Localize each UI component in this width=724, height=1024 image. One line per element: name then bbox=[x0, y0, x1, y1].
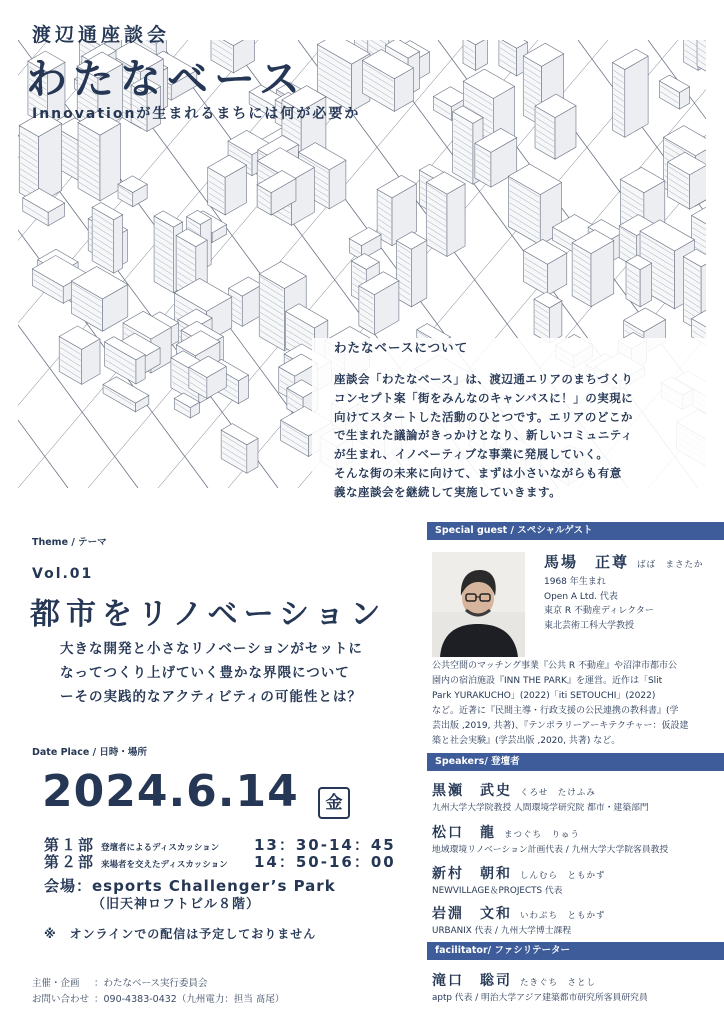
bio-line: 公共空間のマッチング事業『公共 R 不動産』や沼津市都市公 bbox=[432, 661, 677, 671]
profile-line: 東京 R 不動産ディレクター bbox=[544, 606, 654, 616]
lead-line: なってつくり上げていく豊かな界隈について bbox=[60, 665, 350, 681]
about-line: そんな街の未来に向けて、まずは小さいながらも有意 bbox=[334, 465, 622, 480]
session-time: 14：50‐16：00 bbox=[254, 853, 396, 871]
bio-line: Park YURAKUCHO」(2022)「iti SETOUCHI」(2022) bbox=[432, 691, 656, 701]
speaker-kana: いわぶち ともかず bbox=[520, 911, 606, 921]
speaker-name-text: 岩淵 文和 bbox=[432, 906, 512, 922]
guest-bio bbox=[432, 659, 714, 749]
speaker-affiliation: NEWVILLAGE＆PROJECTS 代表 bbox=[432, 886, 563, 896]
contact-key: お問い合わせ bbox=[32, 994, 90, 1005]
speaker-name bbox=[432, 780, 596, 800]
guest-name-text: 馬場 正尊 bbox=[544, 553, 630, 571]
speaker-name-text: 黒瀬 武史 bbox=[432, 783, 512, 799]
facilitator-name bbox=[432, 970, 596, 990]
contact-value: ：090-4383-0432（九州電力：担当 髙尾） bbox=[94, 994, 285, 1005]
lead-line: ーその実践的なアクティビティの可能性とは？ bbox=[60, 689, 362, 705]
theme-label: Theme / テーマ bbox=[32, 537, 107, 548]
speaker-name-text: 新村 朝和 bbox=[432, 866, 512, 882]
venue-sub: （旧天神ロフトビル８階） bbox=[92, 897, 261, 912]
speaker-name bbox=[432, 863, 606, 883]
guest-kana: ばば まさたか bbox=[637, 560, 704, 570]
session-desc: 来場者を交えたディスカッション bbox=[101, 860, 228, 870]
theme-title: 都市をリノベーション bbox=[30, 597, 387, 632]
about-line: 義な座談会を継続して実施していきます。 bbox=[334, 484, 562, 499]
date-place-label: Date Place / 日時・場所 bbox=[32, 747, 147, 758]
about-line: 座談会「わたなベース」は、渡辺通エリアのまちづくり bbox=[334, 372, 634, 386]
profile-line: 東北芸術工科大学教授 bbox=[544, 620, 635, 631]
brand-title: わたなベース bbox=[26, 55, 306, 103]
bio-line: など。近著に『民間主導・行政支援の公民連携の教科書』(学 bbox=[432, 706, 679, 716]
organizer-line bbox=[32, 975, 208, 989]
about-line: 向けてスタートした活動のひとつです。エリアのどこか bbox=[334, 409, 633, 424]
series-title: 渡辺通座談会 bbox=[32, 24, 171, 46]
venue: 会場：esports Challenger’s Park bbox=[44, 877, 336, 895]
session-part: 第２部 bbox=[44, 853, 96, 871]
facilitator-name-text: 滝口 聡司 bbox=[432, 973, 512, 989]
about-line: で生まれた議論がきっかけとなり、新しいコミュニティ bbox=[334, 428, 633, 443]
tagline: Innovationが生まれるまちには何が必要か bbox=[32, 106, 361, 122]
session-desc: 登壇者によるディスカッション bbox=[101, 843, 220, 853]
speaker-name bbox=[432, 822, 580, 842]
about-text bbox=[334, 370, 724, 502]
speaker-kana: しんむら ともかず bbox=[520, 871, 606, 881]
speaker-affiliation: 地域環境リノベーション計画代表 / 九州大学大学院客員教授 bbox=[432, 845, 669, 855]
speaker-name bbox=[432, 903, 606, 923]
bio-line: 園内の宿泊施設『INN THE PARK』を運営。近作は「Slit bbox=[432, 676, 663, 686]
session-part: 第１部 bbox=[44, 836, 96, 854]
online-notice: ※ オンラインでの配信は予定しておりません bbox=[44, 927, 317, 941]
speaker-kana: まつぐち りゅう bbox=[504, 830, 581, 840]
bio-line: 築と社会実験』(学芸出版 ,2020, 共著) など。 bbox=[432, 736, 621, 746]
session-time: 13：30‐14：45 bbox=[254, 836, 396, 854]
facilitator-kana: たきぐち さとし bbox=[520, 978, 597, 988]
facilitator-affiliation: aptp 代表 / 明治大学アジア建築都市研究所客員研究員 bbox=[432, 993, 648, 1003]
volume-label: Vol.01 bbox=[32, 566, 94, 582]
organizer-key: 主催・企画 bbox=[32, 978, 80, 989]
organizer-value: ：わたなベース実行委員会 bbox=[94, 978, 208, 989]
profile-line: Open A Ltd. 代表 bbox=[544, 591, 618, 602]
about-line: コンセプト案「街をみんなのキャンバスに！」の実現に bbox=[334, 390, 634, 405]
contact-line bbox=[32, 991, 284, 1005]
theme-lead bbox=[60, 637, 400, 709]
about-line: が生まれ、イノベーティブな事業に発展していく。 bbox=[334, 447, 609, 462]
facilitator-bar: facilitator/ ファシリテーター bbox=[427, 942, 724, 960]
guest-name bbox=[544, 551, 704, 572]
guest-photo bbox=[432, 552, 525, 657]
event-date: 2024.6.14 bbox=[42, 766, 299, 817]
profile-line: 1968 年生まれ bbox=[544, 577, 606, 587]
special-guest-bar: Special guest / スペシャルゲスト bbox=[427, 522, 724, 540]
session-2 bbox=[44, 851, 396, 872]
speaker-affiliation: URBANIX 代表 / 九州大学博士課程 bbox=[432, 926, 572, 936]
about-heading: わたなベースについて bbox=[334, 340, 469, 355]
speaker-kana: くろせ たけふみ bbox=[520, 788, 596, 798]
lead-line: 大きな開発と小さなリノベーションがセットに bbox=[60, 641, 363, 657]
guest-profile bbox=[544, 575, 654, 633]
about-box bbox=[312, 338, 724, 504]
day-of-week-badge: 金 bbox=[318, 787, 350, 819]
bio-line: 芸出版 ,2019, 共著)、『テンポラリーアーキテクチャー：仮設建 bbox=[432, 721, 689, 731]
speaker-affiliation: 九州大学大学院教授 人間環境学研究院 都市・建築部門 bbox=[432, 803, 649, 813]
speaker-name-text: 松口 龍 bbox=[432, 825, 496, 841]
speakers-bar: Speakers/ 登壇者 bbox=[427, 753, 724, 771]
